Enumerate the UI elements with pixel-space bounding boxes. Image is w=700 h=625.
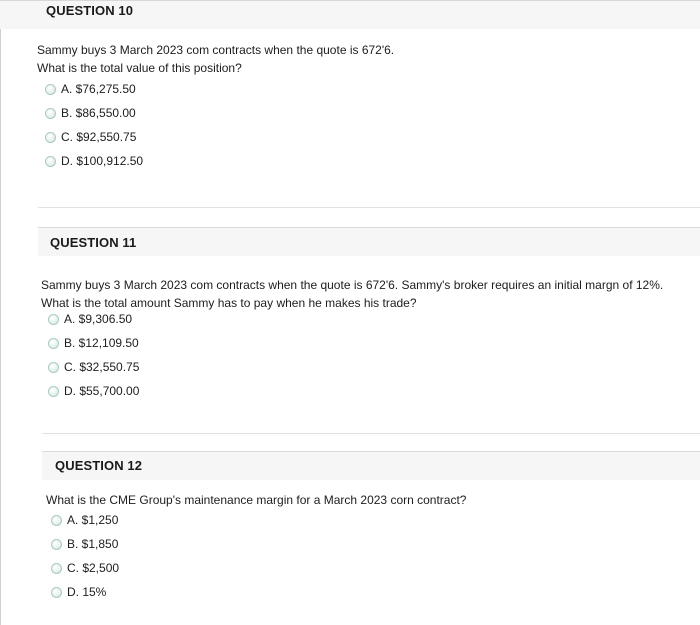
- radio-button-icon[interactable]: [48, 314, 59, 325]
- question-divider: [42, 433, 700, 434]
- page-left-border: [0, 0, 1, 625]
- radio-button-icon[interactable]: [51, 587, 62, 598]
- question-12-options: [51, 508, 119, 604]
- radio-button-icon[interactable]: [51, 539, 62, 550]
- question-12-option-b[interactable]: [51, 532, 119, 556]
- question-12-title: QUESTION 12: [55, 458, 143, 473]
- option-label: B. $12,109.50: [64, 336, 139, 350]
- question-12-option-c[interactable]: [51, 556, 119, 580]
- question-11-options: [48, 307, 139, 403]
- radio-button-icon[interactable]: [48, 338, 59, 349]
- option-label: C. $92,550.75: [61, 130, 137, 144]
- question-10-option-a[interactable]: [45, 77, 143, 101]
- option-label: C. $2,500: [67, 561, 120, 575]
- option-label: B. $86,550.00: [61, 106, 136, 120]
- option-label: A. $9,306.50: [64, 312, 133, 326]
- radio-button-icon[interactable]: [45, 156, 56, 167]
- question-10-title: QUESTION 10: [46, 3, 134, 18]
- question-10-text-line-2: What is the total value of this position?: [37, 61, 242, 75]
- radio-button-icon[interactable]: [48, 362, 59, 373]
- question-divider: [38, 207, 700, 208]
- option-label: B. $1,850: [67, 537, 119, 551]
- radio-button-icon[interactable]: [45, 108, 56, 119]
- option-label: D. $55,700.00: [64, 384, 140, 398]
- question-12-option-a[interactable]: [51, 508, 119, 532]
- question-11-text-line-2: What is the total amount Sammy has to pay when he makes his trade?: [41, 296, 417, 310]
- question-12-option-d[interactable]: [51, 580, 119, 604]
- question-10-text-line-1: Sammy buys 3 March 2023 com contracts when the quote is 672'6.: [37, 43, 395, 57]
- option-label: C. $32,550.75: [64, 360, 140, 374]
- question-12-text-line-1: What is the CME Group's maintenance margin for a March 2023 corn contract?: [46, 493, 467, 507]
- question-10-option-d[interactable]: [45, 149, 143, 173]
- option-label: D. 15%: [67, 585, 107, 599]
- radio-button-icon[interactable]: [51, 563, 62, 574]
- question-11-header: [38, 227, 700, 256]
- question-11-text-line-1: Sammy buys 3 March 2023 com contracts when the quote is 672'6. Sammy's broker requires an initial margn of 12%.: [41, 278, 664, 292]
- question-11-option-d[interactable]: [48, 379, 139, 403]
- radio-button-icon[interactable]: [45, 84, 56, 95]
- question-11-option-b[interactable]: [48, 331, 139, 355]
- question-11-option-a[interactable]: [48, 307, 139, 331]
- question-11-option-c[interactable]: [48, 355, 139, 379]
- question-10-option-b[interactable]: [45, 101, 143, 125]
- radio-button-icon[interactable]: [48, 386, 59, 397]
- question-10-option-c[interactable]: [45, 125, 143, 149]
- question-10-options: [45, 77, 143, 173]
- option-label: A. $76,275.50: [61, 82, 136, 96]
- radio-button-icon[interactable]: [45, 132, 56, 143]
- question-11-title: QUESTION 11: [50, 235, 137, 250]
- radio-button-icon[interactable]: [51, 515, 62, 526]
- option-label: D. $100,912.50: [61, 154, 144, 168]
- option-label: A. $1,250: [67, 513, 119, 527]
